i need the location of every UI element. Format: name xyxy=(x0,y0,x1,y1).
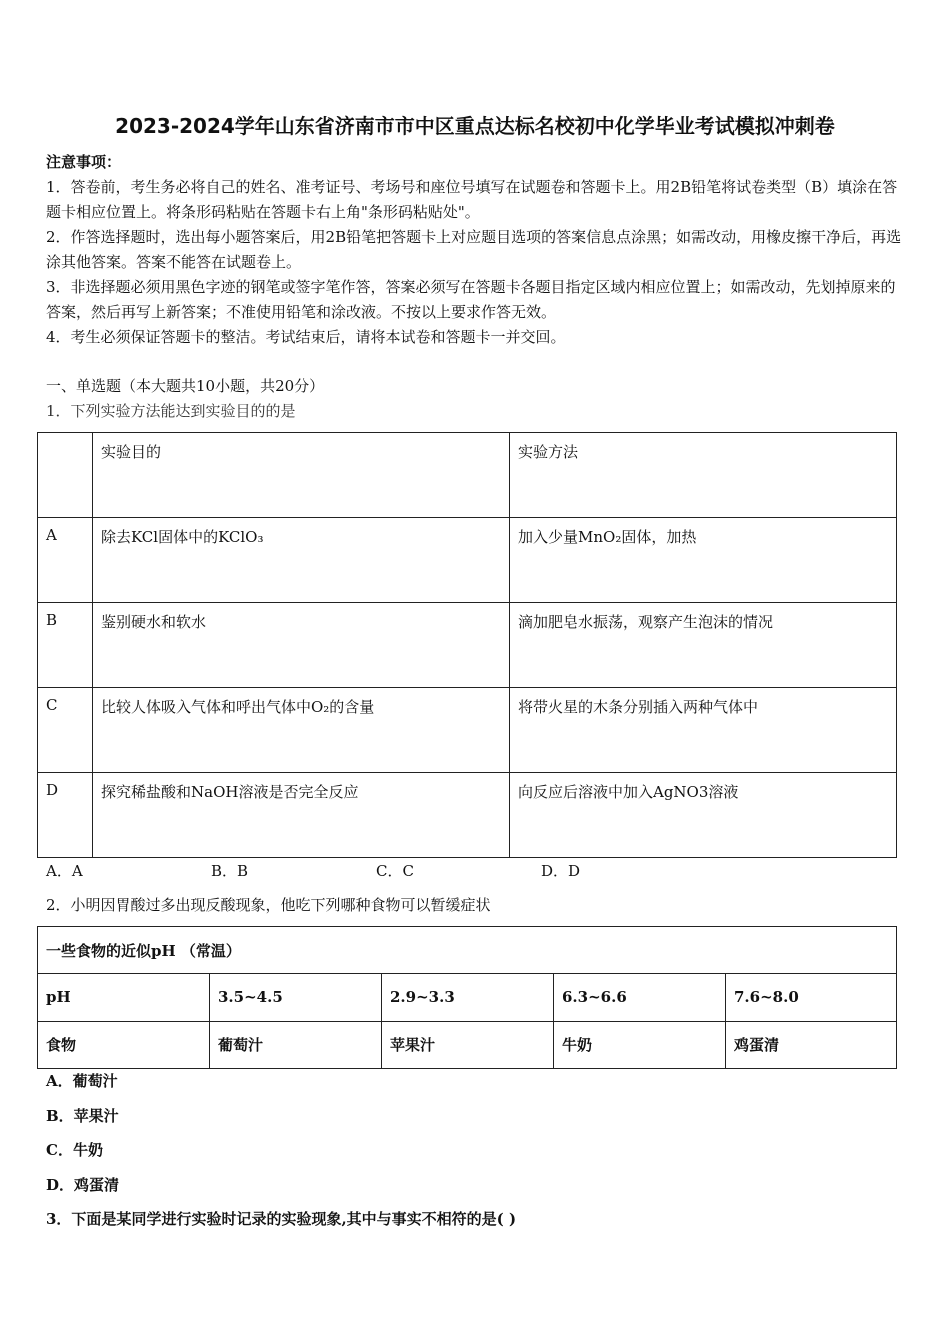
row-method: 向反应后溶液中加入AgNO3溶液 xyxy=(510,773,897,858)
row-purpose: 比较人体吸入气体和呼出气体中O₂的含量 xyxy=(93,688,510,773)
question-1-options xyxy=(46,860,706,882)
food-name: 葡萄汁 xyxy=(210,1021,382,1068)
table-row xyxy=(38,603,897,688)
row-purpose: 鉴别硬水和软水 xyxy=(93,603,510,688)
question-2-stem: 2．小明因胃酸过多出现反酸现象，他吃下列哪种食物可以暂缓症状 xyxy=(46,896,491,914)
option-d: D．D xyxy=(541,862,581,880)
food-name: 苹果汁 xyxy=(382,1021,554,1068)
option-a: A．葡萄汁 xyxy=(46,1072,118,1090)
question-1-table xyxy=(37,432,897,858)
note-item-4: 4．考生必须保证答题卡的整洁。考试结束后，请将本试卷和答题卡一并交回。 xyxy=(46,328,566,346)
exam-title: 2023-2024学年山东省济南市市中区重点达标名校初中化学毕业考试模拟冲刺卷 xyxy=(115,114,835,138)
row-method: 加入少量MnO₂固体，加热 xyxy=(510,518,897,603)
row-label: C xyxy=(38,688,93,773)
option-b: B．B xyxy=(211,862,249,880)
ph-value: 2.9~3.3 xyxy=(382,974,554,1021)
table-title-row xyxy=(38,927,897,974)
option-a: A．A xyxy=(46,862,83,880)
question-3-stem: 3．下面是某同学进行实验时记录的实验现象,其中与事实不相符的是( ) xyxy=(46,1210,517,1228)
table-header-row xyxy=(38,433,897,518)
table-header-purpose: 实验目的 xyxy=(93,433,510,518)
table-row xyxy=(38,773,897,858)
option-d: D．鸡蛋清 xyxy=(46,1175,120,1194)
row-purpose: 除去KCl固体中的KClO₃ xyxy=(93,518,510,603)
table-cell xyxy=(38,433,93,518)
row-label: D xyxy=(38,773,93,858)
note-item-2: 2．作答选择题时，选出每小题答案后，用2B铅笔把答题卡上对应题目选项的答案信息点涂黑；如需改动，用橡皮擦干净后，再选涂其他答案。答案不能答在试题卷上。 xyxy=(46,228,902,271)
table-header-method: 实验方法 xyxy=(510,433,897,518)
table-row xyxy=(38,518,897,603)
option-c: C．牛奶 xyxy=(46,1141,103,1159)
ph-value: 3.5~4.5 xyxy=(210,974,382,1021)
food-name: 牛奶 xyxy=(554,1021,726,1068)
ph-value: 6.3~6.6 xyxy=(554,974,726,1021)
table-row-food xyxy=(38,1021,897,1068)
ph-value: 7.6~8.0 xyxy=(726,974,897,1021)
notes-section xyxy=(46,150,906,350)
notes-heading: 注意事项： xyxy=(46,153,122,171)
section-heading: 一、单选题（本大题共10小题，共20分） xyxy=(46,377,325,395)
row-label: B xyxy=(38,603,93,688)
row-label: A xyxy=(38,518,93,603)
note-item-3: 3．非选择题必须用黑色字迹的钢笔或签字笔作答，答案必须写在答题卡各题目指定区域内相应位置上；如需改动，先划掉原来的答案，然后再写上新答案；不准使用铅笔和涂改液。不按以上要求作答无效。 xyxy=(46,278,896,321)
question-2-options xyxy=(46,1070,119,1208)
row-purpose: 探究稀盐酸和NaOH溶液是否完全反应 xyxy=(93,773,510,858)
ph-label: pH xyxy=(38,974,210,1021)
option-b: B．苹果汁 xyxy=(46,1106,119,1125)
food-name: 鸡蛋清 xyxy=(726,1021,897,1068)
question-2-table xyxy=(37,926,897,1069)
row-method: 将带火星的木条分别插入两种气体中 xyxy=(510,688,897,773)
table-title: 一些食物的近似pH （常温） xyxy=(38,927,897,974)
food-label: 食物 xyxy=(38,1021,210,1068)
row-method: 滴加肥皂水振荡，观察产生泡沫的情况 xyxy=(510,603,897,688)
option-c: C．C xyxy=(376,862,414,880)
table-row xyxy=(38,688,897,773)
note-item-1: 1．答卷前，考生务必将自己的姓名、准考证号、考场号和座位号填写在试题卷和答题卡上。用2B铅笔将试卷类型（B）填涂在答题卡相应位置上。将条形码粘贴在答题卡右上角"条形码粘贴处"。 xyxy=(46,178,898,221)
table-row-ph xyxy=(38,974,897,1021)
question-1-stem: 1．下列实验方法能达到实验目的的是 xyxy=(46,402,296,420)
